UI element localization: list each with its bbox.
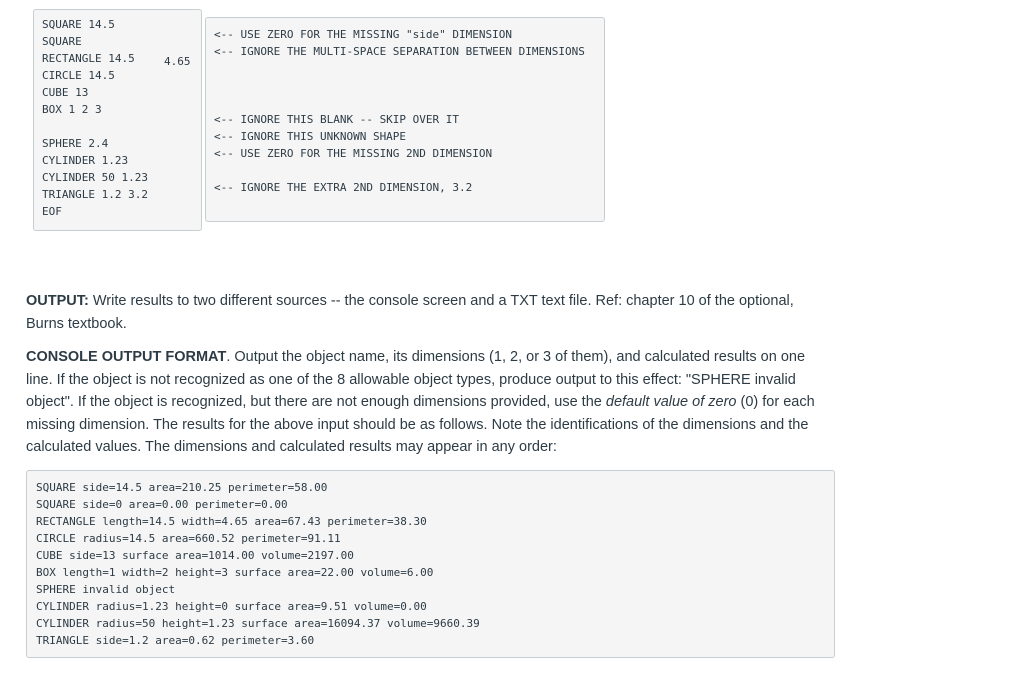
output-line: SPHERE invalid object bbox=[36, 583, 176, 596]
input-line: SQUARE bbox=[42, 35, 82, 48]
input-line: CYLINDER 50 1.23 bbox=[42, 171, 148, 184]
output-line: RECTANGLE length=14.5 width=4.65 area=67.43 perimeter=38.30 bbox=[36, 515, 427, 528]
console-format-paragraph bbox=[26, 346, 826, 459]
input-line: SPHERE 2.4 bbox=[42, 137, 109, 150]
note-blank: <-- IGNORE THIS BLANK -- SKIP OVER IT bbox=[214, 113, 460, 126]
note-unknown-shape: <-- IGNORE THIS UNKNOWN SHAPE bbox=[214, 130, 407, 143]
note-missing-2nd: <-- USE ZERO FOR THE MISSING 2ND DIMENSION bbox=[214, 147, 493, 160]
output-line: SQUARE side=0 area=0.00 perimeter=0.00 bbox=[36, 498, 288, 511]
note-missing-side: <-- USE ZERO FOR THE MISSING "side" DIMENSION bbox=[214, 28, 513, 41]
input-line: CUBE 13 bbox=[42, 86, 89, 99]
note-multi-space: <-- IGNORE THE MULTI-SPACE SEPARATION BETWEEN DIMENSIONS bbox=[214, 45, 585, 58]
output-line: TRIANGLE side=1.2 area=0.62 perimeter=3.60 bbox=[36, 634, 315, 647]
output-text: Write results to two different sources -- the console screen and a TXT text file. Ref: chapter 10 of the optional, Burns textbook. bbox=[26, 293, 794, 332]
rectangle-width-value: 4.65 bbox=[164, 55, 191, 68]
input-line: BOX 1 2 3 bbox=[42, 103, 102, 116]
input-sample-box bbox=[33, 9, 202, 231]
console-format-text-continued: (0) for each missing dimension. The results for the above input should be as follows. Note the identifications of the dimensions and the calculated values. The dimensions and calculated results may appear in any order: bbox=[26, 394, 815, 456]
output-line: CIRCLE radius=14.5 area=660.52 perimeter=91.11 bbox=[36, 532, 341, 545]
input-line: TRIANGLE 1.2 3.2 bbox=[42, 188, 148, 201]
note-extra-2nd: <-- IGNORE THE EXTRA 2ND DIMENSION, 3.2 bbox=[214, 181, 473, 194]
output-line: CYLINDER radius=50 height=1.23 surface area=16094.37 volume=9660.39 bbox=[36, 617, 480, 630]
input-line: EOF bbox=[42, 205, 62, 218]
output-line: SQUARE side=14.5 area=210.25 perimeter=58.00 bbox=[36, 481, 328, 494]
input-line: SQUARE 14.5 bbox=[42, 18, 115, 31]
console-format-heading: CONSOLE OUTPUT FORMAT bbox=[26, 349, 227, 365]
default-zero-emphasis: default value of zero bbox=[605, 394, 737, 411]
input-line: CYLINDER 1.23 bbox=[42, 154, 129, 167]
input-line: RECTANGLE 14.5 bbox=[42, 52, 135, 65]
console-output-sample-box bbox=[26, 470, 835, 658]
output-line: CYLINDER radius=1.23 height=0 surface area=9.51 volume=0.00 bbox=[36, 600, 427, 613]
output-heading: OUTPUT: bbox=[26, 293, 89, 309]
console-format-text: . Output the object name, its dimensions (1, 2, or 3 of them), and calculated results on one line. If the object is not recognized as one of the 8 allowable object types, produce output to this effect: "SPHERE invalid object". If the object is recognized, but there are not enough dimensions provided, use the bbox=[26, 349, 806, 411]
output-line: BOX length=1 width=2 height=3 surface area=22.00 volume=6.00 bbox=[36, 566, 434, 579]
output-paragraph bbox=[26, 290, 826, 335]
output-line: CUBE side=13 surface area=1014.00 volume=2197.00 bbox=[36, 549, 354, 562]
annotations-box bbox=[205, 17, 605, 222]
input-line: CIRCLE 14.5 bbox=[42, 69, 115, 82]
